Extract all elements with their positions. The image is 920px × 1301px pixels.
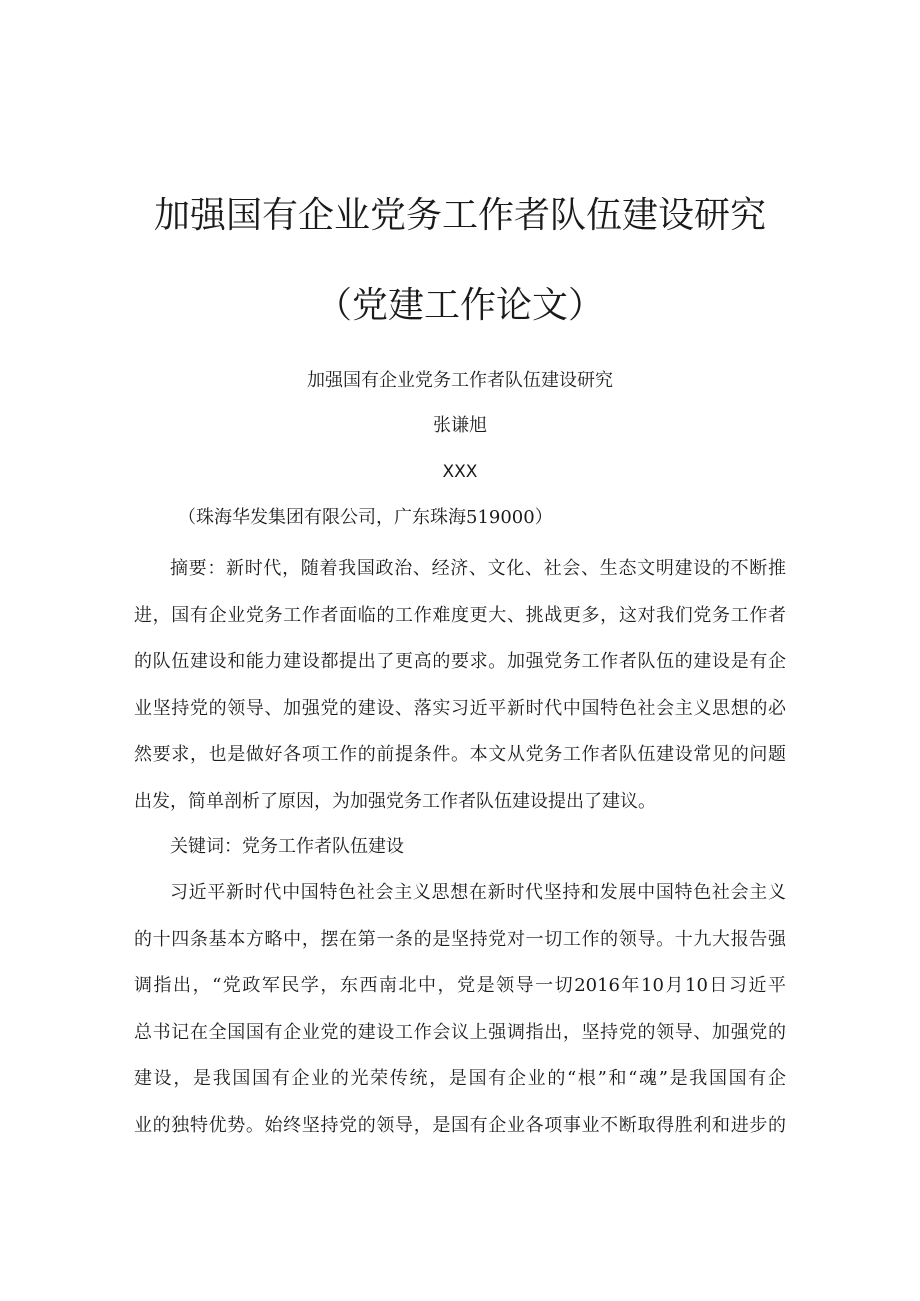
abstract-line: 业坚持党的领导、加强党的建设、落实习近平新时代中国特色社会主义思想的必 xyxy=(134,697,786,719)
abstract-line: 进，国有企业党务工作者面临的工作难度更大、挑战更多，这对我们党务工作者 xyxy=(134,604,786,626)
author-placeholder: XXX xyxy=(442,462,478,482)
keywords-text: 关键词：党务工作者队伍建设 xyxy=(170,836,404,857)
paper-title: 加强国有企业党务工作者队伍建设研究 xyxy=(307,370,613,391)
body-line: 的十四条基本方略中，摆在第一条的是坚持党对一切工作的领导。十九大报告强 xyxy=(134,928,786,950)
keywords xyxy=(134,824,786,871)
abstract-line: 摘要：新时代，随着我国政治、经济、文化、社会、生态文明建设的不断推 xyxy=(170,558,786,579)
body-line: 业的独特优势。始终坚持党的领导，是国有企业各项事业不断取得胜利和进步的 xyxy=(134,1114,786,1136)
author-name: 张谦旭 xyxy=(433,415,487,436)
abstract-line: 出发，简单剖析了原因，为加强党务工作者队伍建设提出了建议。 xyxy=(134,790,656,812)
body-line: 习近平新时代中国特色社会主义思想在新时代坚持和发展中国特色社会主义 xyxy=(170,882,786,903)
body-line: 调指出，“党政军民学，东西南北中，党是领导一切2016年10月10日习近平 xyxy=(134,975,786,996)
abstract-line: 然要求，也是做好各项工作的前提条件。本文从党务工作者队伍建设常见的问题 xyxy=(134,744,786,765)
abstract xyxy=(134,546,786,825)
body-paragraph xyxy=(134,870,786,1149)
document-title-subtitle: （党建工作论文） xyxy=(315,285,604,326)
document-title: 加强国有企业党务工作者队伍建设研究 xyxy=(153,195,766,236)
author-affiliation: （珠海华发集团有限公司，广东珠海519000） xyxy=(178,507,553,528)
abstract-line: 的队伍建设和能力建设都提出了更高的要求。加强党务工作者队伍的建设是有企 xyxy=(134,651,786,672)
body-line: 总书记在全国国有企业党的建设工作会议上强调指出，坚持党的领导、加强党的 xyxy=(134,1021,786,1043)
body-line: 建设，是我国国有企业的光荣传统，是国有企业的“根”和“魂”是我国国有企 xyxy=(134,1068,786,1089)
